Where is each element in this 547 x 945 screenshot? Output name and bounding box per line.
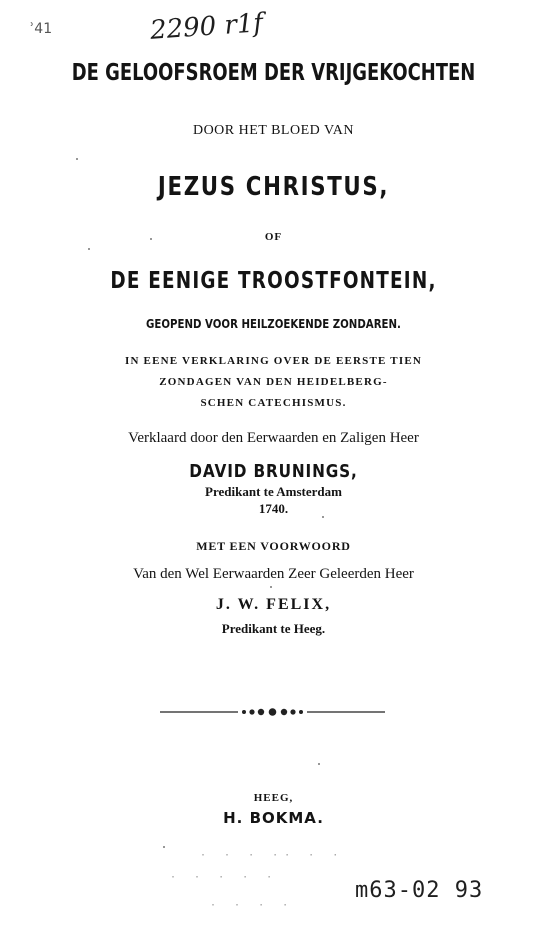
faint-stamp-trace: · · · · <box>210 900 295 911</box>
foreword-author-role: Predikant te Heeg. <box>221 621 326 636</box>
title-conjunction: OF <box>264 231 283 243</box>
imprint-place: HEEG, <box>253 792 294 804</box>
corner-pencil-note: ʾ41 <box>30 21 53 37</box>
paper-speck <box>270 586 272 588</box>
paper-speck <box>322 516 324 518</box>
paper-speck <box>150 238 152 240</box>
paper-speck <box>163 846 165 848</box>
description-line: SCHEN CATECHISMUS. <box>200 397 347 409</box>
foreword-heading: MET EEN VOORWOORD <box>196 539 351 553</box>
paper-speck <box>76 158 78 160</box>
explained-by-line: Verklaard door den Eerwaarden en Zaligen Heer <box>128 430 419 446</box>
alternate-title: DE EENIGE TROOSTFONTEIN, <box>110 268 437 294</box>
main-title-line: DE GELOOFSROEM DER VRIJGEKOCHTEN <box>71 60 476 86</box>
description-line: ZONDAGEN VAN DEN HEIDELBERG- <box>159 376 388 388</box>
paper-speck <box>88 248 90 250</box>
foreword-author: J. W. FELIX, <box>215 596 332 613</box>
foreword-by-line: Van den Wel Eerwaarden Zeer Geleerden Heer <box>133 566 414 582</box>
author-year: 1740. <box>258 501 289 516</box>
ornamental-rule-icon <box>160 706 385 718</box>
title-name-line: JEZUS CHRISTUS, <box>157 172 390 202</box>
title-subline: DOOR HET BLOED VAN <box>192 123 355 138</box>
imprint-publisher: H. BOKMA. <box>223 809 324 827</box>
handwritten-shelfmark: 2290 r1f <box>149 8 264 46</box>
paper-speck <box>318 763 320 765</box>
author-role: Predikant te Amsterdam <box>205 484 342 499</box>
faint-stamp-trace: · · · · · <box>170 872 279 883</box>
description-line: IN EENE VERKLARING OVER DE EERSTE TIEN <box>124 355 423 367</box>
author-name: DAVID BRUNINGS, <box>189 461 358 482</box>
alternate-subtitle: GEOPEND VOOR HEILZOEKENDE ZONDAREN. <box>146 317 401 331</box>
faint-stamp-trace: · · · ·· · · <box>200 850 345 861</box>
handwritten-stamp-number: m63-02 93 <box>355 878 484 903</box>
